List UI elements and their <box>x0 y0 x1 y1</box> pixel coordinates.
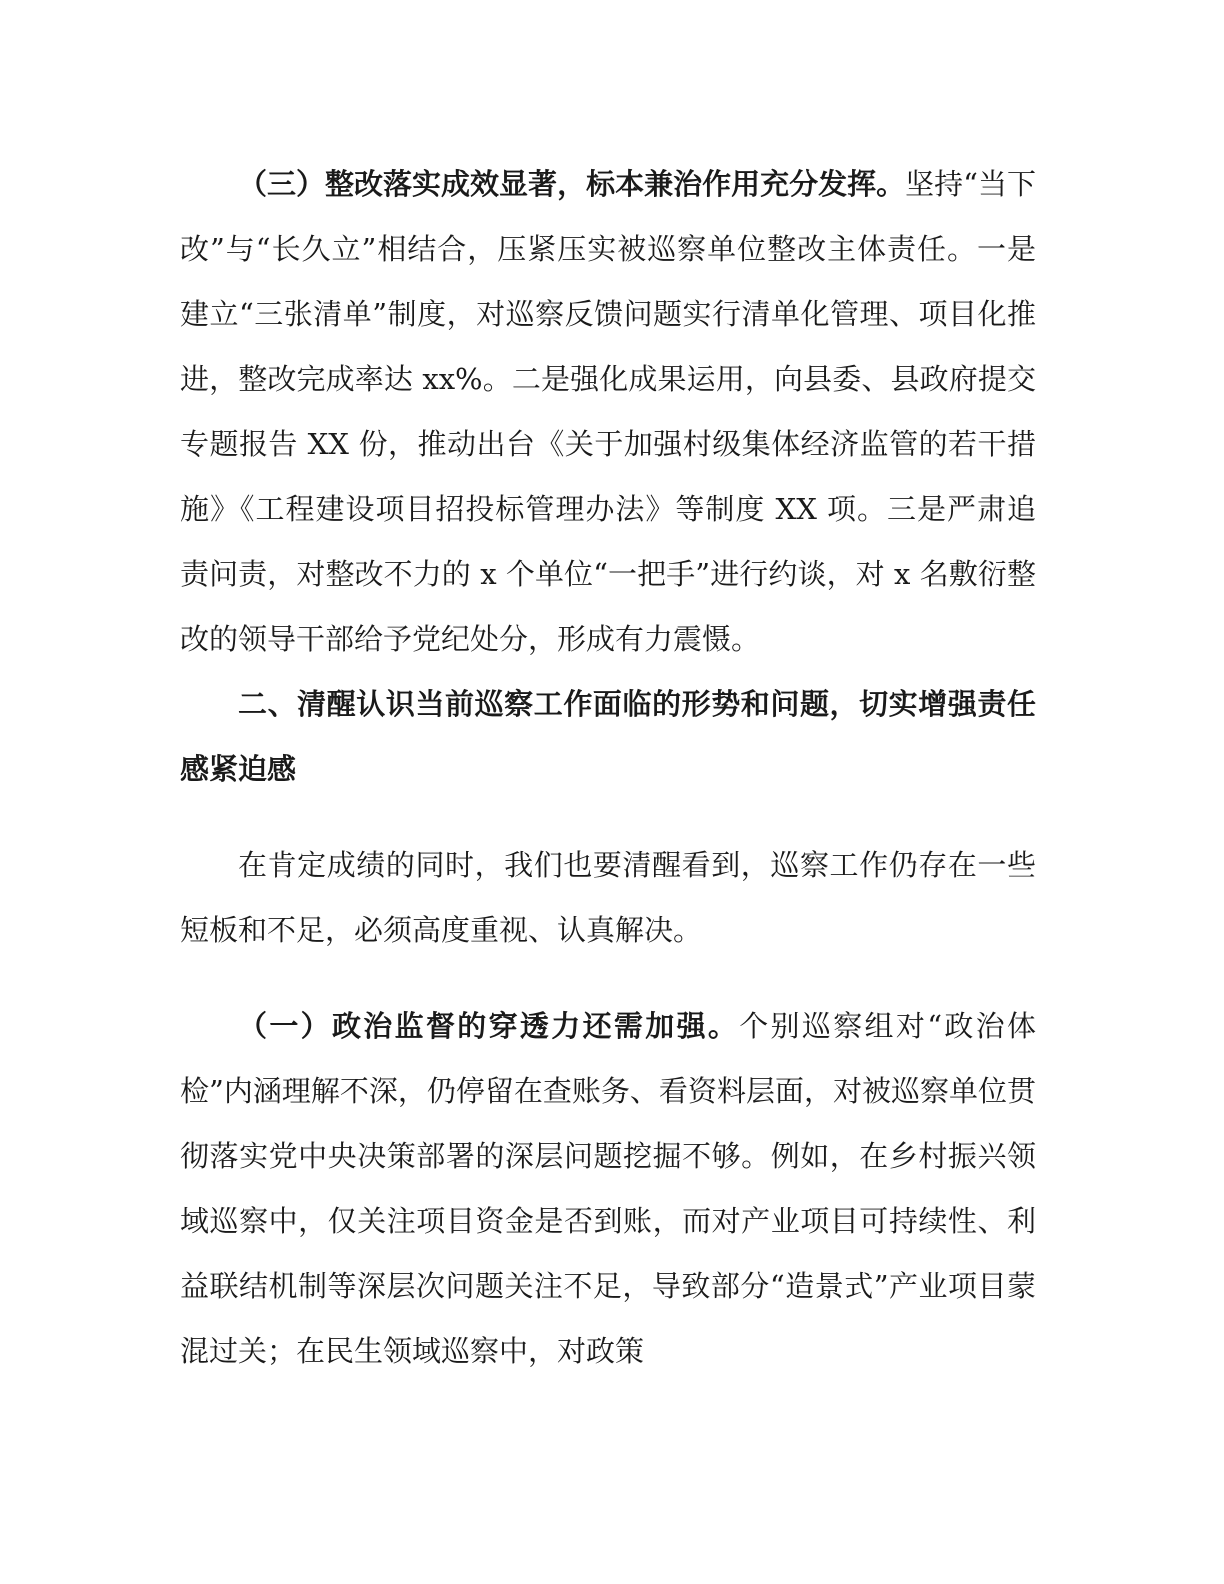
section-3-paragraph <box>180 152 1036 672</box>
section-3-lead: （三）整改落实成效显著，标本兼治作用充分发挥。 <box>238 167 906 201</box>
issue-1-body: 个别巡察组对“政治体检”内涵理解不深，仍停留在查账务、看资料层面，对被巡察单位贯彻落实党中央决策部署的深层问题挖掘不够。例如，在乡村振兴领域巡察中，仅关注项目资金是否到账，而对产业项目可持续性、利益联结机制等深层次问题关注不足，导致部分“造景式”产业项目蒙混过关；在民生领域巡察中，对政策 <box>180 1009 1036 1368</box>
part-2-heading: 二、清醒认识当前巡察工作面临的形势和问题，切实增强责任感紧迫感 <box>180 687 1036 786</box>
issue-1-lead: （一）政治监督的穿透力还需加强。 <box>238 1009 740 1043</box>
part-2-intro: 在肯定成绩的同时，我们也要清醒看到，巡察工作仍存在一些短板和不足，必须高度重视、认真解决。 <box>180 848 1036 947</box>
section-3-body: 坚持“当下改”与“长久立”相结合，压紧压实被巡察单位整改主体责任。一是建立“三张清单”制度，对巡察反馈问题实行清单化管理、项目化推进，整改完成率达 xx%。二是强化成果运用，向县委、县政府提交专题报告 XX 份，推动出台《关于加强村级集体经济监管的若干措施》《工程建设项目招投标管理办法》等制度 XX 项。三是严肃追责问责，对整改不力的 x 个单位“一把手”进行约谈，对 x 名敷衍整改的领导干部给予党纪处分，形成有力震慑。 <box>180 167 1036 656</box>
document-page <box>180 152 1036 1384</box>
issue-1-paragraph <box>180 994 1036 1384</box>
